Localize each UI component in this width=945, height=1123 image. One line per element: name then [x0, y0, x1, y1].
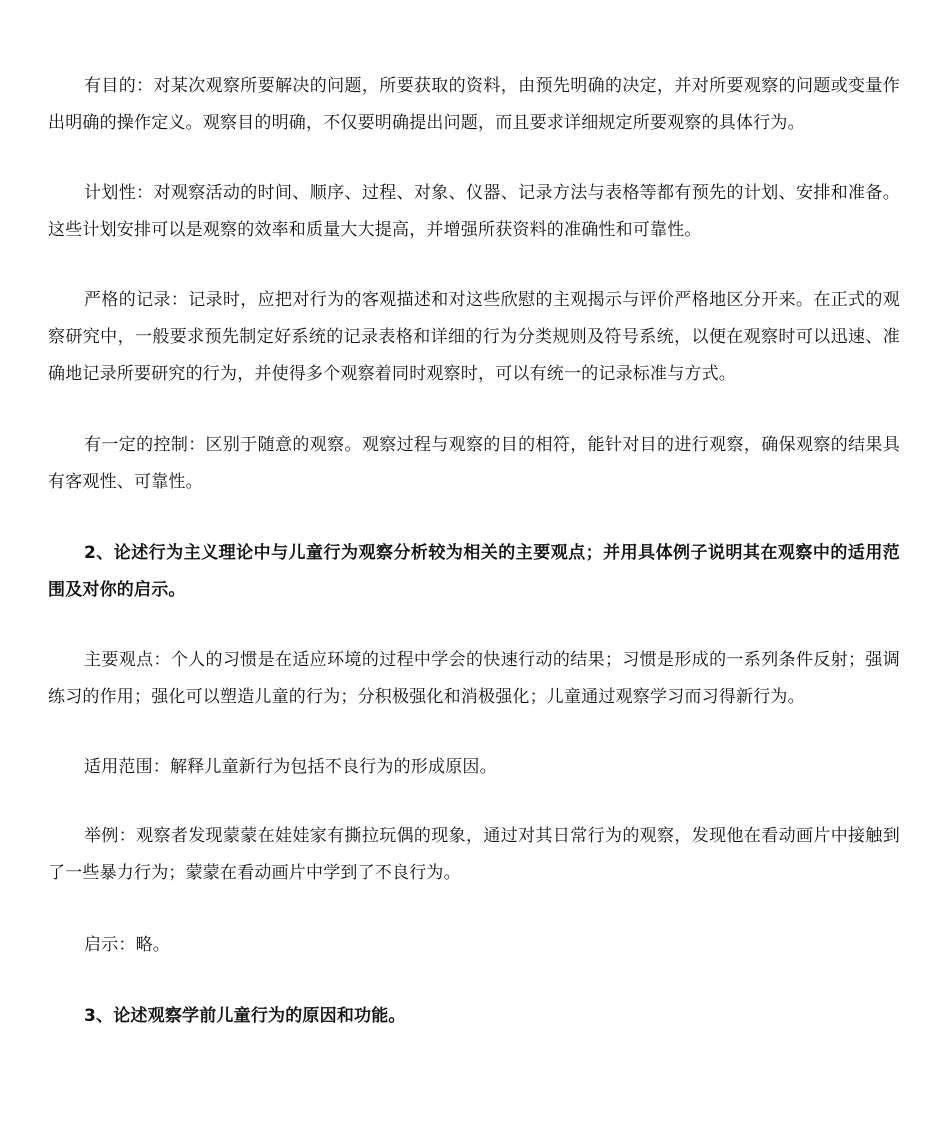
- paragraph-inspiration: 启示：略。: [84, 935, 170, 955]
- paragraph-planning: 计划性：对观察活动的时间、顺序、过程、对象、仪器、记录方法与表格等都有预先的计划、安排和准备。这些计划安排可以是观察的效率和质量大大提高，并增强所获资料的准确性和可靠性。: [48, 183, 900, 240]
- paragraph-purpose: 有目的：对某次观察所要解决的问题，所要获取的资料，由预先明确的决定，并对所要观察的问题或变量作出明确的操作定义。观察目的明确，不仅要明确提出问题，而且要求详细规定所要观察的具体行为。: [48, 76, 900, 133]
- paragraph-scope: 适用范围：解释儿童新行为包括不良行为的形成原因。: [84, 757, 497, 777]
- question-2-heading: 2、论述行为主义理论中与儿童行为观察分析较为相关的主要观点；并用具体例子说明其在观察中的适用范围及对你的启示。: [48, 543, 900, 600]
- paragraph-example: 举例：观察者发现蒙蒙在娃娃家有撕拉玩偶的现象，通过对其日常行为的观察，发现他在看动画片中接触到了一些暴力行为；蒙蒙在看动画片中学到了不良行为。: [48, 826, 900, 883]
- paragraph-main-points: 主要观点：个人的习惯是在适应环境的过程中学会的快速行动的结果；习惯是形成的一系列条件反射；强调练习的作用；强化可以塑造儿童的行为；分积极强化和消极强化；儿童通过观察学习而习得新行为。: [48, 650, 900, 707]
- question-3-heading: 3、论述观察学前儿童行为的原因和功能。: [84, 1006, 406, 1026]
- paragraph-strict-recording: 严格的记录：记录时，应把对行为的客观描述和对这些欣慰的主观揭示与评价严格地区分开来。在正式的观察研究中，一般要求预先制定好系统的记录表格和详细的行为分类规则及符号系统，以便在观察时可以迅速、准确地记录所要研究的行为，并使得多个观察着同时观察时，可以有统一的记录标准与方式。: [48, 290, 900, 384]
- paragraph-control: 有一定的控制：区别于随意的观察。观察过程与观察的目的相符，能针对目的进行观察，确保观察的结果具有客观性、可靠性。: [48, 435, 900, 492]
